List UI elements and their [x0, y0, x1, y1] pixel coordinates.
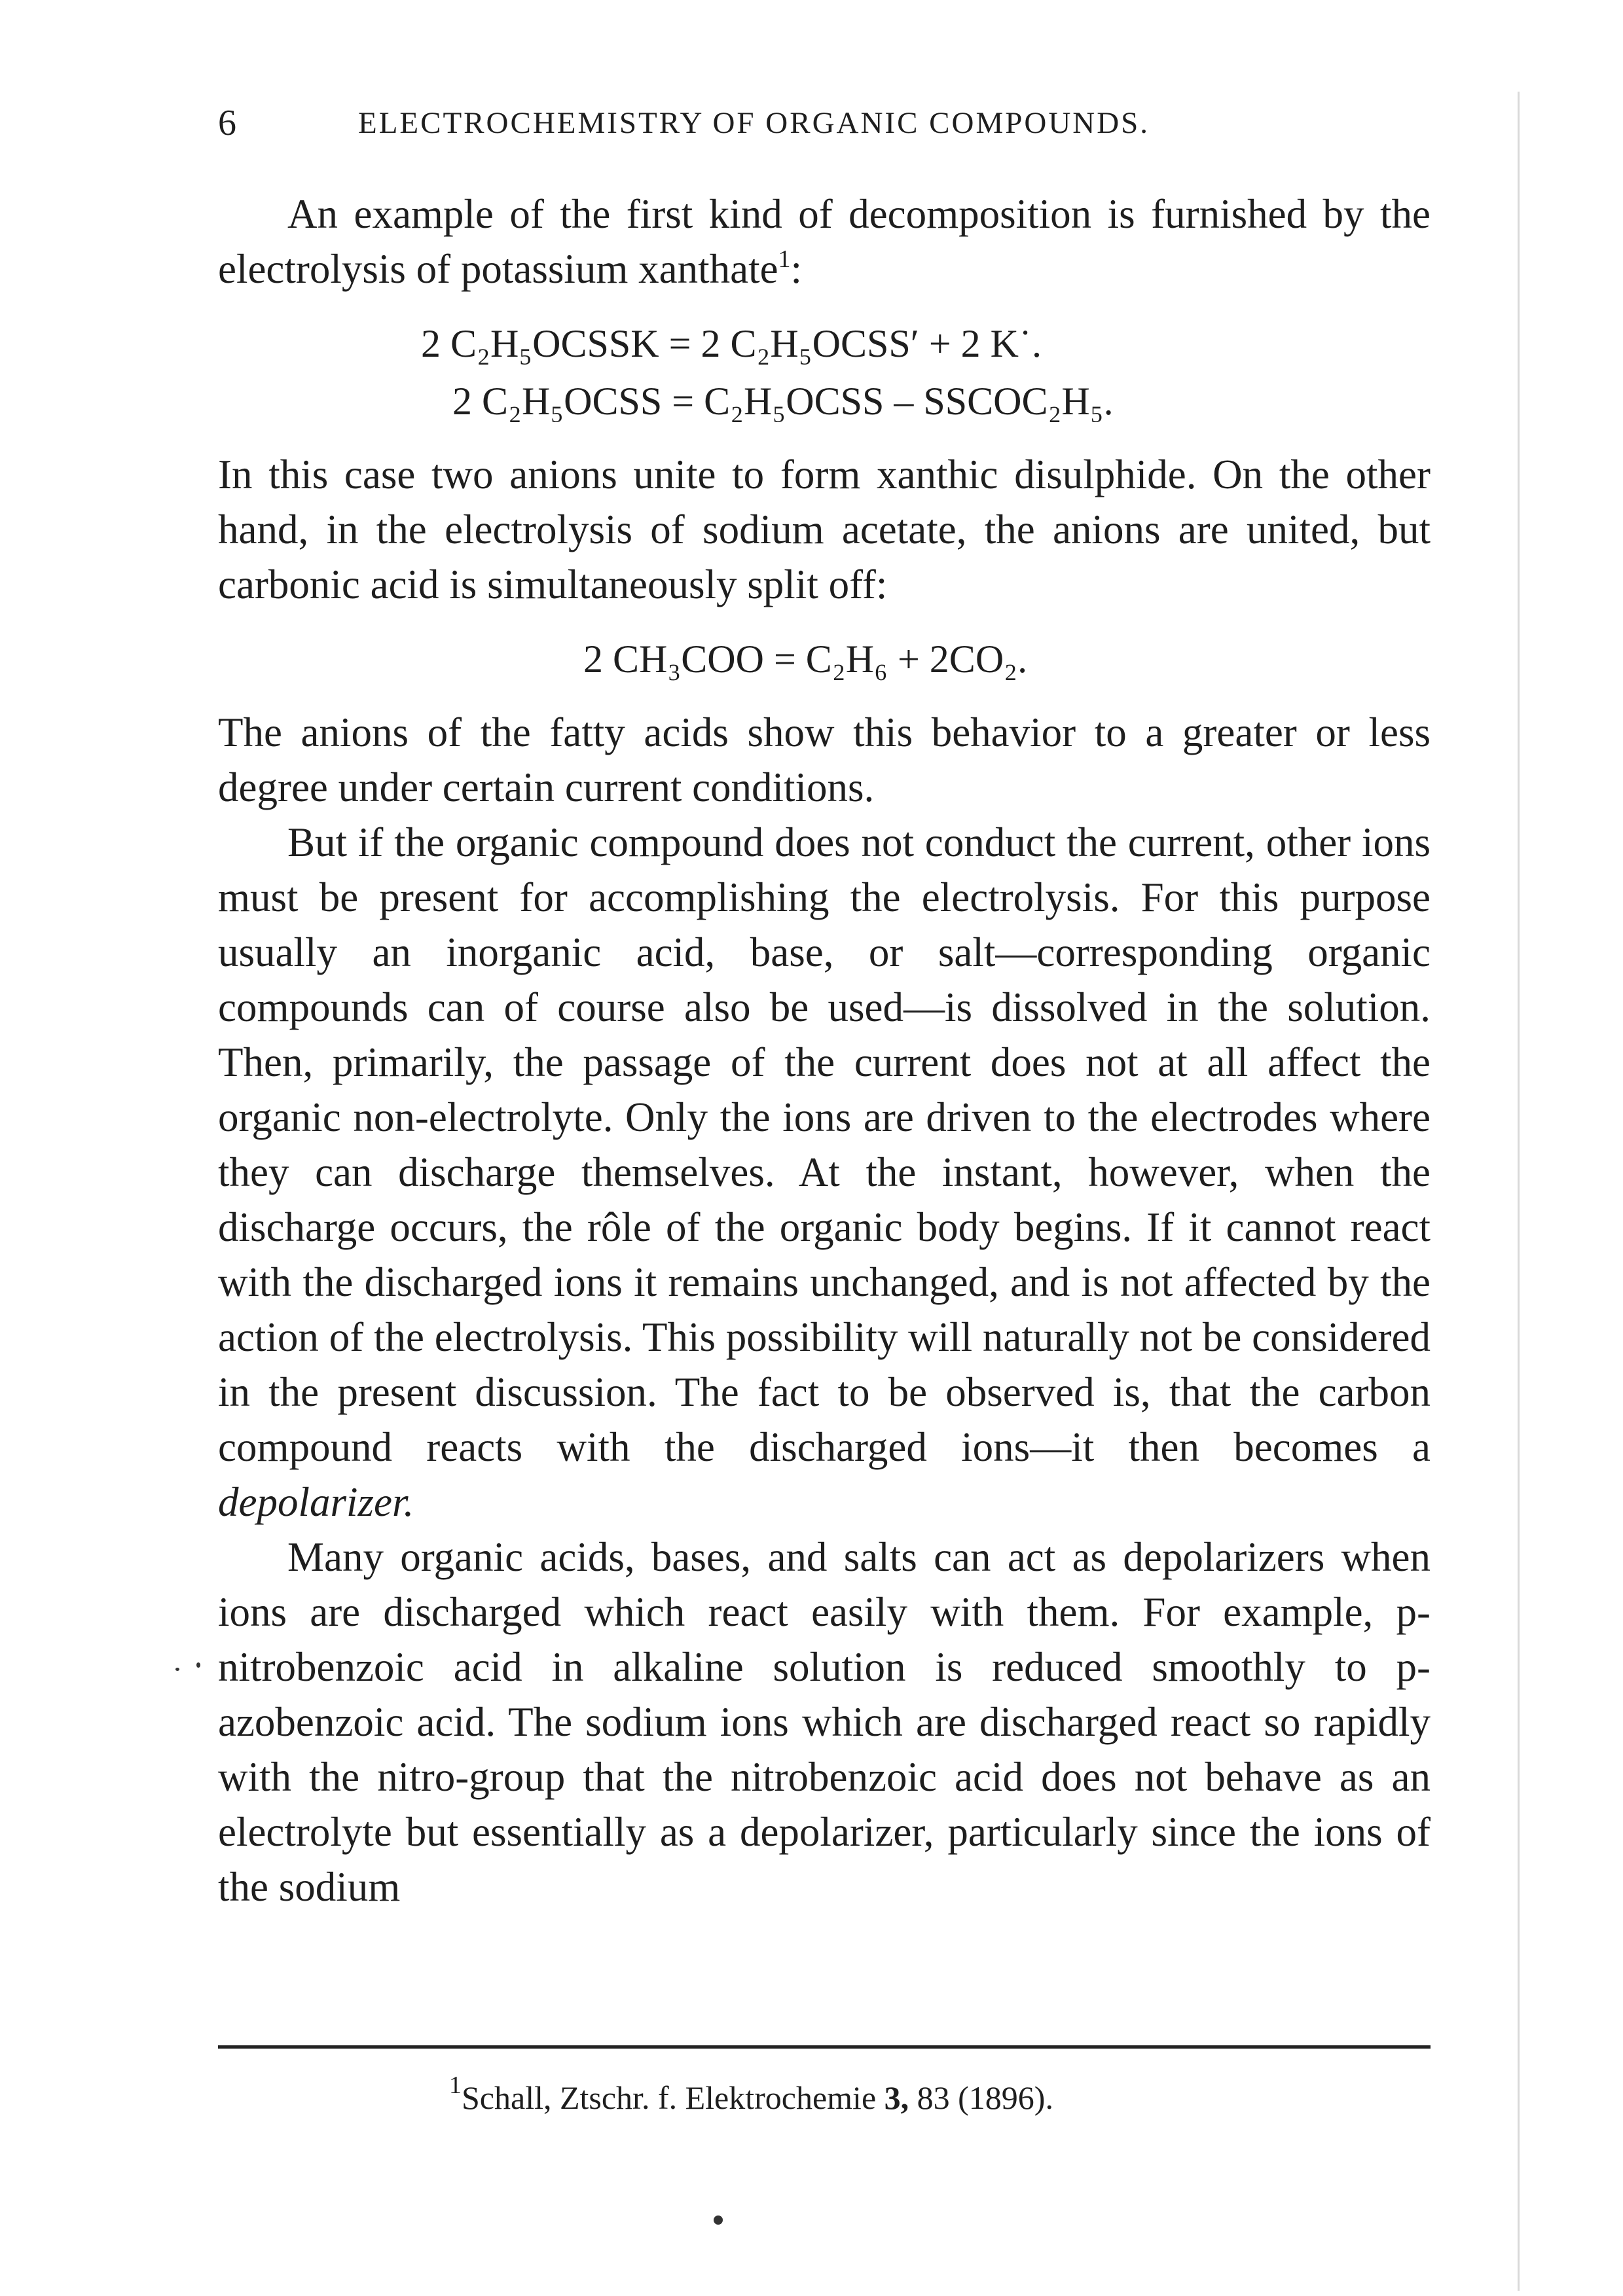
- running-head: ELECTROCHEMISTRY OF ORGANIC COMPOUNDS.: [358, 106, 1150, 140]
- equation-xanthate-disulphide: 2 C₂H₅OCSS = C₂H₅OCSS – SSCOC₂H₅.: [452, 380, 1114, 423]
- print-speck: [196, 1662, 200, 1668]
- page-number: 6: [218, 103, 236, 143]
- footnote-mark: 1: [449, 2072, 462, 2099]
- footnote: [449, 2072, 1053, 2121]
- equation-xanthate-ionization: 2 C₂H₅OCSSK = 2 C₂H₅OCSS′ + 2 K˙.: [421, 322, 1042, 365]
- page-header: [218, 97, 1298, 149]
- paragraph-1-text: An example of the first kind of decomposition is furnished by the electrolysis of potassium xanthate: [218, 191, 1431, 292]
- paragraph-1: [218, 187, 1431, 296]
- page-edge-shadow: [1518, 92, 1520, 2291]
- footnote-pages: 83 (1896).: [917, 2079, 1053, 2116]
- term-depolarizer: depolarizer.: [218, 1479, 414, 1525]
- equation-acetate: 2 CH₃COO = C₂H₆ + 2CO₂.: [583, 637, 1028, 681]
- paragraph-4: [218, 815, 1431, 1530]
- paragraph-2: In this case two anions unite to form xanthic disulphide. On the other hand, in the electrolysis of sodium acetate, the anions are united, but carbonic acid is simultaneously split off:: [218, 452, 1431, 607]
- equation-block-xanthate: [218, 315, 1431, 430]
- footnote-author: Schall, Ztschr. f. Elektrochemie: [462, 2079, 877, 2116]
- footnote-volume: 3,: [884, 2079, 909, 2116]
- footnote-reference: 1: [778, 245, 791, 273]
- footnote-rule: [218, 2045, 1431, 2049]
- print-speck: [175, 1668, 179, 1671]
- paragraph-4-text: But if the organic compound does not conduct the current, other ions must be present for accomplishing the electrolysis. For this purpose usually an inorganic acid, base, or salt—corresponding organic compounds can of course also be used—is dissolved in the solution. Then, primarily, the passage of the current does not at all affect the organic non-electrolyte. Only the ions are driven to the electrodes where they can discharge themselves. At the instant, however, when the discharge occurs, the rôle of the organic body begins. If it cannot react with the discharged ions it remains unchanged, and is not affected by the action of the electrolysis. This possibility will naturally not be considered in the present discussion. The fact to be observed is, that the carbon compound reacts with the discharged ions—it then becomes a: [218, 819, 1431, 1470]
- print-speck: [714, 2215, 723, 2225]
- equation-block-acetate: [218, 630, 1431, 688]
- paragraph-1-colon: :: [790, 246, 803, 292]
- body-text: [218, 187, 1431, 1914]
- paragraph-3: The anions of the fatty acids show this behavior to a greater or less degree under certain current conditions.: [218, 709, 1431, 810]
- paragraph-5: Many organic acids, bases, and salts can act as depolarizers when ions are discharged which react easily with them. For example, p-nitrobenzoic acid in alkaline solution is reduced smoothly to p-azobenzoic acid. The sodium ions which are discharged react so rapidly with the nitro-group that the nitrobenzoic acid does not behave as an electrolyte but essentially as a depolarizer, particularly since the ions of the sodium: [218, 1534, 1431, 1910]
